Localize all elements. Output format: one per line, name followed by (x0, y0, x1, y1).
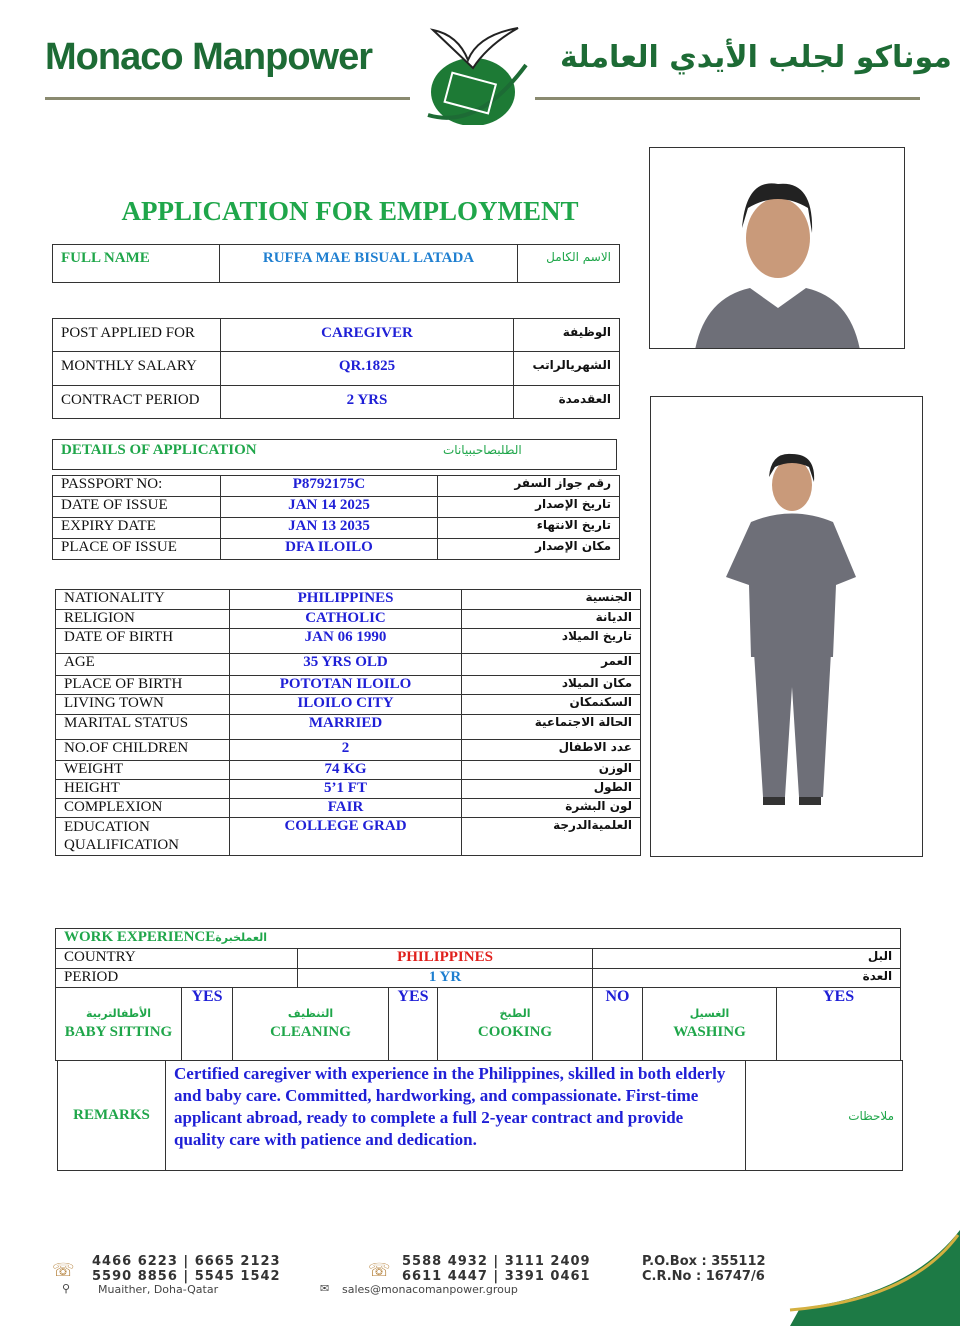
label-ar-cell: الجنسية (462, 590, 641, 610)
table-row (56, 590, 641, 610)
label-cell: RELIGION (56, 610, 230, 629)
skill-label-arabic: الطبخ (499, 1007, 531, 1020)
skill-answer: YES (777, 988, 901, 1061)
table-row (53, 386, 620, 419)
work-experience-table (55, 928, 901, 1061)
label-cell: MONTHLY SALARY (53, 352, 221, 386)
label-ar-cell: لون البشرة (462, 799, 641, 818)
skill-label-english: BABY SITTING (64, 1024, 173, 1040)
remarks-table (57, 1060, 903, 1171)
full-name-table (52, 244, 620, 283)
phone-icon: ☏ (52, 1260, 75, 1280)
value-cell: JAN 06 1990 (230, 629, 462, 654)
label-ar-cell: رقم جواز السفر (438, 476, 620, 497)
company-registration (642, 1254, 766, 1284)
details-label: DETAILS OF APPLICATION (61, 442, 257, 458)
label-cell: LIVING TOWN (56, 695, 230, 715)
label-ar-cell: تاريخ الميلاد (462, 629, 641, 654)
label-ar-cell: عدد الاطفال (462, 740, 641, 761)
phone-numbers-1: 4466 6223 | 6665 2123 5590 8856 | 5545 1542 (92, 1254, 281, 1284)
value-cell: 74 KG (230, 761, 462, 780)
phone-icon: ☏ (368, 1260, 391, 1280)
label-ar-cell: الوزن (462, 761, 641, 780)
value-cell: QR.1825 (221, 352, 514, 386)
personal-table (55, 589, 641, 856)
value-cell: MARRIED (230, 715, 462, 740)
label-ar-cell: تاريخ الانتهاء (438, 518, 620, 539)
skill-answer: NO (593, 988, 643, 1061)
table-row (56, 818, 641, 856)
table-row (56, 676, 641, 695)
value-cell: JAN 14 2025 (221, 497, 438, 518)
full-name-label: FULL NAME (53, 245, 220, 283)
label-cell: AGE (56, 654, 230, 676)
table-row (56, 740, 641, 761)
footer-swoosh (760, 1230, 960, 1326)
label-ar-cell: الديانة (462, 610, 641, 629)
label-cell: PLACE OF BIRTH (56, 676, 230, 695)
skill-label (438, 988, 593, 1061)
remarks-label: REMARKS (58, 1061, 166, 1171)
brand-name-arabic: موناكو لجلب الأيدي العاملة (560, 40, 952, 75)
skill-label (233, 988, 389, 1061)
phone: 3391 0461 (504, 1269, 591, 1284)
label-ar-cell: العقدمدة (514, 386, 620, 419)
value-cell: CATHOLIC (230, 610, 462, 629)
skill-label-english: COOKING (477, 1024, 553, 1040)
value-cell: POTOTAN ILOILO (230, 676, 462, 695)
table-row (56, 695, 641, 715)
details-header (52, 439, 617, 470)
label-ar-cell: العمر (462, 654, 641, 676)
table-row (53, 539, 620, 560)
value-cell: CAREGIVER (221, 319, 514, 352)
label-ar-cell: مكان الميلاد (462, 676, 641, 695)
value-cell: P8792175C (221, 476, 438, 497)
passport-table (52, 475, 620, 560)
value-cell: JAN 13 2035 (221, 518, 438, 539)
full-name-label-arabic: الاسم الكامل (518, 245, 620, 283)
label-cell: COMPLEXION (56, 799, 230, 818)
label-ar-cell: السكنمكان (462, 695, 641, 715)
skill-label-english: CLEANING (270, 1024, 351, 1040)
address: Muaither, Doha-Qatar (98, 1283, 219, 1296)
company-logo (418, 20, 528, 125)
table-row (56, 761, 641, 780)
value-cell: DFA ILOILO (221, 539, 438, 560)
cr-number: C.R.No : 16747/6 (642, 1269, 765, 1284)
label-cell: DATE OF ISSUE (53, 497, 221, 518)
table-row (53, 352, 620, 386)
work-experience-label-arabic: العملخبرة (215, 931, 268, 944)
label-cell: POST APPLIED FOR (53, 319, 221, 352)
value-cell: 5’1 FT (230, 780, 462, 799)
table-row (53, 518, 620, 539)
details-label-arabic: الطلبصاحببيانات (443, 443, 522, 457)
label-ar-cell: الحالة الاجتماعية (462, 715, 641, 740)
label-ar-cell: العلميةالدرجة (462, 818, 641, 856)
table-row (56, 610, 641, 629)
remarks-label-arabic: ملاحظات (746, 1061, 903, 1171)
phone: 3111 2409 (504, 1254, 591, 1269)
label-cell: NATIONALITY (56, 590, 230, 610)
country-value: PHILIPPINES (298, 949, 593, 969)
label-cell: HEIGHT (56, 780, 230, 799)
skill-label-arabic: الغسيل (689, 1007, 730, 1020)
phone: 5588 4932 (402, 1254, 488, 1269)
skill-label-english: WASHING (673, 1024, 746, 1040)
form-title: APPLICATION FOR EMPLOYMENT (121, 196, 579, 226)
skill-label-arabic: الأطفالتربية (85, 1007, 152, 1020)
table-row (56, 629, 641, 654)
location-icon: ⚲ (62, 1282, 71, 1295)
label-cell: DATE OF BIRTH (56, 629, 230, 654)
value-cell: 2 (230, 740, 462, 761)
full-body-photo (650, 396, 923, 857)
country-label: COUNTRY (56, 949, 298, 969)
value-cell: COLLEGE GRAD (230, 818, 462, 856)
portrait-photo (649, 147, 905, 349)
label-ar-cell: الطول (462, 780, 641, 799)
table-row (56, 780, 641, 799)
period-value: 1 YR (298, 969, 593, 988)
full-name-value: RUFFA MAE BISUAL LATADA (220, 245, 518, 283)
skill-label (643, 988, 777, 1061)
phone-numbers-2: 5588 4932 | 3111 2409 6611 4447 | 3391 0461 (402, 1254, 591, 1284)
table-row (53, 497, 620, 518)
po-box: P.O.Box : 355112 (642, 1254, 766, 1269)
phone: 4466 6223 (92, 1254, 178, 1269)
value-cell: FAIR (230, 799, 462, 818)
label-ar-cell: تاريخ الإصدار (438, 497, 620, 518)
value-cell: ILOILO CITY (230, 695, 462, 715)
skill-label (56, 988, 182, 1061)
post-table (52, 318, 620, 419)
phone: 6665 2123 (194, 1254, 281, 1269)
brand-name: Monaco Manpower (45, 36, 373, 78)
value-cell: 2 YRS (221, 386, 514, 419)
country-label-arabic: البل (593, 949, 901, 969)
table-row (56, 715, 641, 740)
remarks-text: Certified caregiver with experience in the Philippines, skilled in both elderly and baby care. Committed, hardworking, and compassionate. First-time applicant abroad, ready to complete a full 2-year contract and provide quality care with patience and dedication. (166, 1061, 746, 1171)
label-cell: MARITAL STATUS (56, 715, 230, 740)
phone: 6611 4447 (402, 1269, 488, 1284)
value-cell: PHILIPPINES (230, 590, 462, 610)
skill-answer: YES (389, 988, 438, 1061)
table-row (56, 799, 641, 818)
label-cell: EXPIRY DATE (53, 518, 221, 539)
work-experience-label: WORK EXPERIENCE (64, 929, 216, 945)
label-cell: EDUCATION QUALIFICATION (56, 818, 230, 856)
phone: 5590 8856 (92, 1269, 178, 1284)
label-cell: PLACE OF ISSUE (53, 539, 221, 560)
period-label: PERIOD (56, 969, 298, 988)
label-ar-cell: الوظيفة (514, 319, 620, 352)
label-cell: PASSPORT NO: (53, 476, 221, 497)
table-row (53, 319, 620, 352)
table-row (53, 476, 620, 497)
phone: 5545 1542 (194, 1269, 281, 1284)
label-ar-cell: مكان الإصدار (438, 539, 620, 560)
email-icon: ✉ (320, 1282, 330, 1295)
table-row (56, 654, 641, 676)
header-divider (535, 97, 920, 100)
period-label-arabic: العدة (593, 969, 901, 988)
label-cell: CONTRACT PERIOD (53, 386, 221, 419)
skill-label-arabic: التنظيف (287, 1007, 334, 1020)
skill-answer: YES (182, 988, 233, 1061)
email[interactable]: sales@monacomanpower.group (342, 1283, 518, 1296)
label-cell: WEIGHT (56, 761, 230, 780)
value-cell: 35 YRS OLD (230, 654, 462, 676)
label-cell: NO.OF CHILDREN (56, 740, 230, 761)
header-divider (45, 97, 410, 100)
label-ar-cell: الشهريالراتب (514, 352, 620, 386)
work-experience-header (56, 929, 901, 949)
